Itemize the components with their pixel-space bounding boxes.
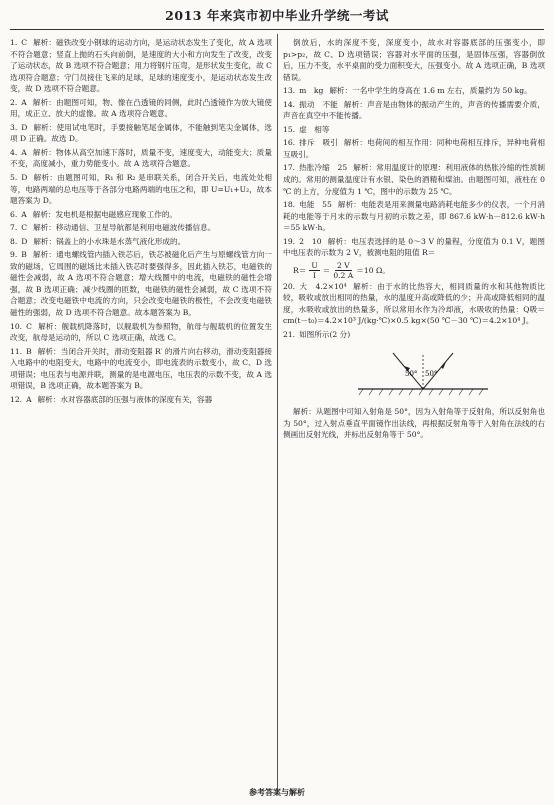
answer-key: C	[26, 321, 32, 331]
question-number: 16.	[283, 138, 296, 148]
answer-key: C	[21, 38, 28, 47]
question-number: 18.	[283, 200, 296, 210]
question-number: 3.	[10, 122, 18, 132]
answer-key: 大 4.2×10⁴	[299, 281, 347, 291]
fraction-numerator: U	[311, 260, 318, 270]
column-divider	[277, 34, 278, 794]
answer-paragraph	[10, 394, 272, 406]
answer-key: 排斥 吸引	[299, 138, 338, 148]
answer-key: D	[21, 173, 28, 183]
answer-paragraph	[283, 162, 545, 197]
formula-result: ＝10 Ω。	[356, 265, 390, 275]
explanation-text: 解析：电压表选择的是 0～3 V 的量程，分度值为 0.1 V，题图中电压表的示数为 2 V，被测电阻的阻值 R＝	[283, 236, 545, 258]
answer-key: 虚 相等	[299, 124, 330, 134]
answer-item	[10, 209, 272, 221]
explanation-text: 解析：电能表是用来测量电路消耗电能多少的仪表，一个月消耗的电能等于月末的示数与月初的示数之差，即 867.6 kW·h－812.6 kW·h＝55 kW·h。	[283, 200, 545, 233]
answer-key: C	[21, 223, 28, 233]
explanation-text: 解析：声音是由物体的振动产生的，声音的传播需要介质，声音在真空中不能传播。	[283, 99, 545, 121]
answer-item	[283, 99, 545, 122]
answer-item	[283, 37, 545, 83]
explanation-text: 解析：从题图中可知入射角是 50°，因为入射角等于反射角，所以反射角也为 50°，过入射点垂直平面镜作出法线，再根据反射角等于入射角在法线的右侧画出反射光线，并标出反射角等于 50°。	[283, 407, 545, 440]
answer-paragraph	[10, 222, 272, 234]
answer-paragraph	[10, 209, 272, 221]
answer-paragraph	[10, 122, 272, 145]
answer-paragraph	[283, 281, 545, 327]
explanation-text: 解析：锅盖上的小水珠是水蒸气液化形成的。	[33, 236, 186, 246]
answer-item	[10, 321, 272, 344]
answer-key: A	[26, 394, 32, 404]
answer-paragraph	[10, 97, 272, 120]
answer-item	[283, 199, 545, 234]
answer-paragraph	[10, 147, 272, 170]
mirror-hatching	[359, 389, 483, 395]
answer-paragraph	[10, 249, 272, 318]
answer-item	[283, 162, 545, 197]
question-number: 5.	[10, 173, 18, 183]
answer-key: 2 10	[299, 236, 322, 246]
answer-item	[283, 406, 545, 441]
answer-paragraph	[10, 321, 272, 344]
answer-paragraph	[283, 137, 545, 160]
formula-equals: ＝	[322, 265, 331, 275]
explanation-text: 解析：常用温度计的原理：利用液体的热胀冷缩的性质制成的。常用的测量温度计有水银、染色的酒精和煤油。由题图可知，液柱在 0 ℃ 的上方，分度值为 1 ℃，图中的示数为 25 ℃。	[283, 163, 545, 196]
answer-key: 如图所示(2 分)	[299, 330, 351, 340]
answer-key: B	[26, 346, 32, 356]
answer-paragraph	[283, 99, 545, 122]
answer-item	[10, 346, 272, 392]
answer-paragraph	[283, 406, 545, 441]
question-number: 8.	[10, 236, 18, 246]
question-number: 2.	[10, 97, 18, 107]
angle-right-label: 50°	[425, 369, 438, 378]
page-title: 2013 年来宾市初中毕业升学统一考试	[165, 8, 389, 23]
explanation-text: 解析：由题图可知，R₁ 和 R₂ 是串联关系，闭合开关后，电流处处相等，电路两端的总电压等于各部分电路两端的电压之和，即 U=U₁+U₂，故本题答案为 D。	[10, 173, 272, 206]
left-column	[10, 37, 272, 407]
answer-key: D	[21, 122, 28, 132]
question-number: 4.	[10, 147, 18, 157]
answer-item	[10, 236, 272, 248]
answer-key: 振动 不能	[299, 99, 338, 109]
answer-item	[10, 394, 272, 406]
answer-item	[10, 222, 272, 234]
explanation-text: 解析：使用试电笔时，手要接触笔尾金属体，不能触到笔尖金属体，选项 D 正确。故选 D。	[10, 122, 272, 144]
answer-item	[10, 122, 272, 145]
answer-item	[283, 329, 545, 341]
title-rule	[10, 29, 544, 30]
question-number: 19.	[283, 236, 296, 246]
fraction-denominator: 0.2 A	[333, 270, 354, 280]
answer-item	[283, 281, 545, 327]
answer-key: m kg	[299, 86, 324, 96]
question-number: 17.	[283, 163, 296, 173]
answer-key: 电能 55	[299, 200, 332, 210]
question-number: 7.	[10, 223, 18, 233]
answer-paragraph	[283, 37, 545, 83]
answer-key: A	[21, 209, 27, 219]
page-footer: 参考答案与解析	[249, 788, 305, 797]
fraction-u-over-i	[309, 261, 319, 280]
answer-key: A	[21, 147, 27, 157]
explanation-text: 解析：由题图可知，物、像在凸透镜的同侧，此时凸透镜作为放大镜使用，成正立、放大的虚像。故 A 选项符合题意。	[10, 97, 272, 119]
answer-item	[10, 249, 272, 318]
explanation-text: 解析：发电机是根据电磁感应现象工作的。	[32, 209, 178, 219]
formula-lhs: R＝	[293, 265, 307, 275]
answer-item	[10, 97, 272, 120]
explanation-text: 解析：电荷间的相互作用：同种电荷相互排斥，异种电荷相互吸引。	[283, 138, 545, 159]
explanation-text: 解析：当闭合开关时，滑动变阻器 R′ 的滑片向右移动，滑动变阻器接入电路中的电阻变大，电路中的电流变小，即电流表的示数变小，故 C、D 选项错误；电压表与电源并联，测量的是电源电压，电压表的示数不变，故 A 选项错误，B 选项正确，故本题答案为 B。	[10, 346, 272, 391]
angle-left-label: 50°	[405, 369, 418, 378]
question-number: 10.	[10, 321, 23, 331]
answer-item	[283, 236, 545, 259]
question-number: 6.	[10, 209, 18, 219]
answer-paragraph	[283, 199, 545, 234]
answer-key: A	[21, 97, 27, 107]
explanation-text: 解析：通电螺线管内插入铁芯后，铁芯被磁化后产生与原螺线管方向一致的磁场，它周围的磁场比未插入铁芯时要强得多，因此插入铁芯，电磁铁的磁性会减弱，故 A 选项不符合题意；增大线圈中的电流，电磁铁的磁性会增强，故 B 选项正确；减少线圈的匝数，电磁铁的磁性会减弱，故 C 选项不符合题意；改变电磁铁中电流的方向，只会改变电磁铁的极性，不会改变电磁铁磁性的强弱，故 D 选项不符合题意。故本题答案为 B。	[10, 250, 272, 318]
answer-paragraph	[10, 172, 272, 207]
explanation-text: 解析：由于水的比热容大，相同质量的水和其他物质比较，吸收或放出相同的热量，水的温度升高或降低的少；升高或降低相同的温度，水吸收或放出的热量多，所以常用水作为冷却液，水吸收的热量：Q吸＝cm(t－t₀)＝4.2×10³ J/(kg·℃)×0.5 kg×(50 ℃－30 ℃)＝4.2×10⁴ J。	[283, 281, 545, 326]
answer-paragraph	[283, 329, 545, 341]
answer-item	[283, 137, 545, 160]
question-number: 12.	[10, 394, 23, 404]
right-column	[283, 37, 545, 443]
question-number: 15.	[283, 124, 296, 134]
question-number: 20.	[283, 281, 296, 291]
explanation-text: 解析：舰载机降落时，以舰载机为参照物，航母与舰载机的位置发生改变，航母是运动的，所以 C 选项正确，故选 C。	[10, 321, 272, 343]
reflection-diagram	[353, 349, 493, 399]
question-number: 1.	[10, 38, 18, 47]
question-number: 21.	[283, 330, 296, 340]
answer-paragraph	[283, 236, 545, 259]
answer-item	[10, 172, 272, 207]
explanation-text: 解析：水对容器底部的压强与液体的深度有关，容器	[37, 394, 213, 404]
answer-item	[283, 124, 545, 136]
answer-key: 热胀冷缩 25	[299, 163, 348, 173]
explanation-text: 解析：一名中学生的身高在 1.6 m 左右，质量约为 50 kg。	[329, 86, 532, 96]
formula-q19	[293, 261, 545, 280]
question-number: 11.	[10, 346, 23, 356]
answer-item	[10, 147, 272, 170]
answer-paragraph	[283, 124, 545, 136]
answer-item	[10, 37, 272, 95]
answer-paragraph	[10, 37, 272, 95]
reflected-arrow	[441, 362, 446, 369]
question-number: 9.	[10, 250, 18, 260]
answer-key: D	[21, 236, 28, 246]
explanation-text: 解析：移动通信、卫星导航都是利用电磁波传播信息。	[33, 223, 216, 233]
explanation-text: 解析：物体从高空加速下落时，质量不变，速度变大，动能变大；质量不变，高度减小，重力势能变小。故 A 选项符合题意。	[10, 147, 272, 169]
explanation-text: 解析：磁铁改变小钢球的运动方向，是运动状态发生了变化，故 A 选项不符合题意；竖直上抛的石头向前倒，是速度的大小和方向发生了改变，改变了运动状态，故 B 选项不符合题意；用力将钢片压弯，是形状发生变化，故 C 选项符合题意；守门员接住飞来的足球，足球的速度变小，是运动状态发生改变，故 D 选项不符合题意。	[10, 38, 272, 94]
answer-item	[283, 85, 545, 97]
answer-key: B	[21, 250, 27, 260]
answer-paragraph	[10, 346, 272, 392]
explanation-text: 倒放后，水的深度不变，深度变小，故水对容器底部的压强变小，即 p₁>p₂，故 C、D 选项错误；容器对水平面的压强，是固体压强，容器倒放后，压力不变，水平桌面的受力面积变大，压强变小。故 A 选项正确，B 选项错误。	[283, 38, 545, 82]
answer-paragraph	[283, 85, 545, 97]
question-number: 13.	[283, 86, 296, 96]
answer-paragraph	[10, 236, 272, 248]
fraction-values	[333, 261, 353, 280]
fraction-denominator: I	[313, 270, 317, 280]
question-number: 14.	[283, 99, 296, 109]
fraction-numerator: 2 V	[336, 260, 350, 270]
